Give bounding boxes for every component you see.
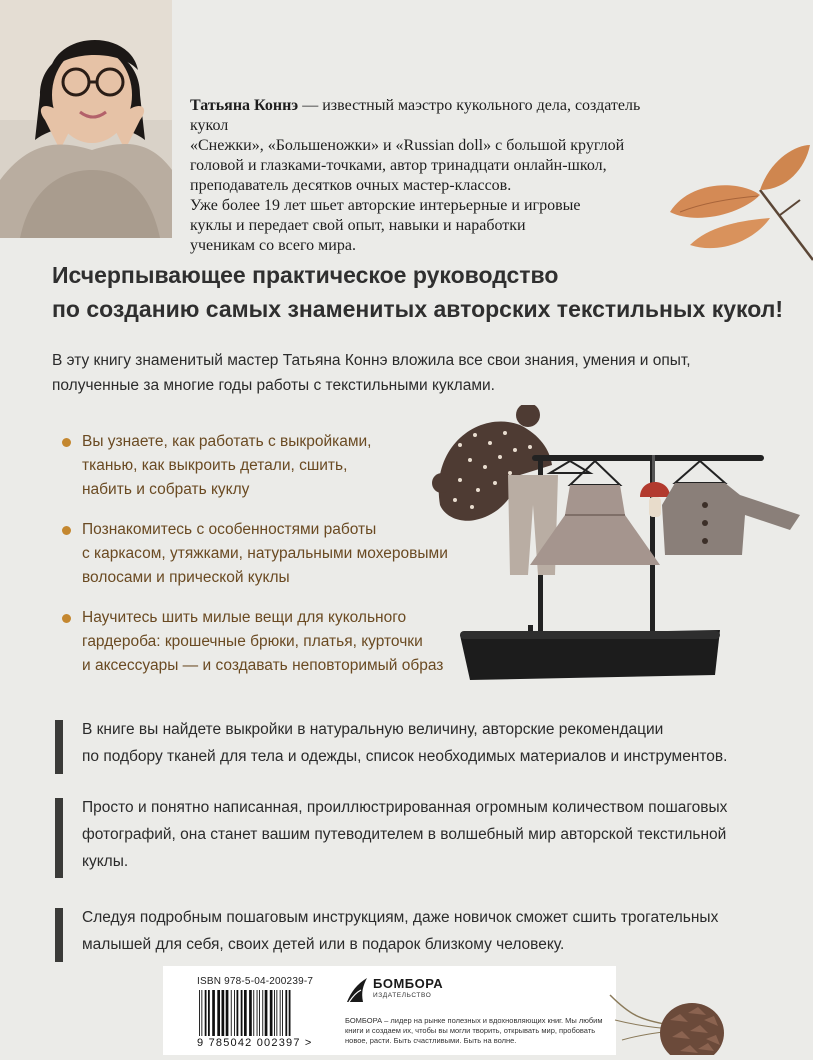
- description-line: Следуя подробным пошаговым инструкциям, даже новичок сможет сшить трогательных: [82, 909, 719, 926]
- barcode-bar: [262, 990, 263, 1036]
- feature-line: Вы узнаете, как работать с выкройками,: [82, 433, 372, 450]
- description-block: [52, 904, 792, 964]
- author-bio-line: преподаватель десятков очных мастер-классов.: [190, 177, 512, 194]
- author-bio-line: куклы и передает свой опыт, навыки и наработки: [190, 217, 526, 234]
- barcode-bar: [274, 990, 275, 1036]
- description-line: фотографий, она станет вашим путеводителем в волшебный мир авторской текстильной: [82, 826, 727, 843]
- pine-cone-decoration: [600, 965, 740, 1055]
- barcode-bar: [270, 990, 273, 1036]
- description-line: малышей для себя, своих детей или в подарок близкому человеку.: [82, 936, 565, 953]
- author-bio: [190, 96, 660, 256]
- barcode-bar: [257, 990, 258, 1036]
- bullet-dot-icon: [62, 526, 71, 535]
- bullet-dot-icon: [62, 614, 71, 623]
- barcode-bar: [249, 990, 252, 1036]
- quote-bar: [55, 798, 63, 878]
- feature-item: [60, 430, 440, 502]
- quote-bar: [55, 720, 63, 774]
- barcode-bar: [244, 990, 247, 1036]
- description-line: куклы.: [82, 853, 129, 870]
- intro-line: полученные за многие годы работы с текстильными куклами.: [52, 377, 495, 394]
- description-line: Просто и понятно написанная, проиллюстрированная огромным количеством пошаговых: [82, 799, 728, 816]
- feature-line: Научитесь шить милые вещи для кукольного: [82, 609, 407, 626]
- feature-line: тканью, как выкроить детали, сшить,: [82, 457, 348, 474]
- barcode-bar: [241, 990, 243, 1036]
- feature-line: набить и собрать куклу: [82, 481, 250, 498]
- description-blocks: [52, 716, 792, 964]
- author-bio-line: — известный маэстро кукольного дела, создатель кукол: [190, 97, 641, 134]
- feature-line: и аксессуары — и создавать неповторимый образ: [82, 657, 444, 674]
- feature-line: гардероба: крошечные брюки, платья, курточки: [82, 633, 423, 650]
- author-bio-line: головой и глазками-точками, автор тринадцати онлайн-школ,: [190, 157, 607, 174]
- bullet-dot-icon: [62, 438, 71, 447]
- barcode-bar: [285, 990, 287, 1036]
- barcode-bar: [253, 990, 254, 1036]
- barcode-bar: [237, 990, 239, 1036]
- description-block: [52, 716, 792, 782]
- barcode-bar: [222, 990, 225, 1036]
- intro-line: В эту книгу знаменитый мастер Татьяна Коннэ вложила все свои знания, умения и опыт,: [52, 352, 691, 369]
- barcode-bar: [280, 990, 281, 1036]
- author-bio-line: ученикам со всего мира.: [190, 237, 356, 254]
- barcode: [197, 990, 337, 1036]
- feature-list: [60, 430, 448, 694]
- feature-item: [60, 518, 448, 590]
- barcode-bar: [231, 990, 232, 1036]
- author-name: Татьяна Коннэ: [190, 97, 299, 114]
- feature-line: волосами и прической куклы: [82, 569, 290, 586]
- feature-item: [60, 606, 444, 678]
- barcode-bar: [226, 990, 229, 1036]
- publisher-subtitle: ИЗДАТЕЛЬСТВО: [373, 992, 432, 999]
- isbn-text: ISBN 978-5-04-200239-7: [197, 976, 314, 987]
- quote-bar: [55, 908, 63, 962]
- intro-paragraph: [52, 348, 772, 398]
- description-line: В книге вы найдете выкройки в натуральную величину, авторские рекомендации: [82, 721, 664, 738]
- author-photo: [0, 0, 172, 238]
- publisher-wave-icon: [345, 974, 371, 1004]
- description-block: [52, 794, 792, 888]
- barcode-bar: [276, 990, 277, 1036]
- barcode-bar: [234, 990, 235, 1036]
- barcode-bar: [265, 990, 268, 1036]
- barcode-bar: [282, 990, 283, 1036]
- publisher-name: БОМБОРА: [373, 976, 444, 991]
- barcode-bar: [205, 990, 207, 1036]
- author-bio-line: «Снежки», «Большеножки» и «Russian doll» с большой круглой: [190, 137, 625, 154]
- barcode-bar: [289, 990, 291, 1036]
- barcode-bar: [199, 990, 200, 1036]
- feature-line: с каркасом, утяжками, натуральными мохеровыми: [82, 545, 448, 562]
- headline: [52, 258, 792, 326]
- headline-line: Исчерпывающее практическое руководство: [52, 262, 559, 288]
- barcode-bar: [217, 990, 220, 1036]
- barcode-bar: [208, 990, 210, 1036]
- description-line: по подбору тканей для тела и одежды, список необходимых материалов и инструментов.: [82, 748, 728, 765]
- barcode-bar: [212, 990, 215, 1036]
- barcode-bar: [201, 990, 202, 1036]
- barcode-panel: [163, 966, 616, 1055]
- barcode-digits: 9 785042 002397 >: [197, 1037, 313, 1049]
- publisher-tagline: БОМБОРА – лидер на рынке полезных и вдохновляющих книг. Мы любим книги и создаем их, чтобы вы могли творить, открывать мир, пробовать новое, расти. Быть счастливыми. Быть на волне.: [345, 1016, 603, 1045]
- barcode-bar: [259, 990, 260, 1036]
- author-bio-line: Уже более 19 лет шьет авторские интерьерные и игровые: [190, 197, 581, 214]
- headline-line: по созданию самых знаменитых авторских текстильных кукол!: [52, 296, 783, 322]
- doll-clothes-rack-illustration: [420, 405, 810, 690]
- feature-line: Познакомитесь с особенностями работы: [82, 521, 377, 538]
